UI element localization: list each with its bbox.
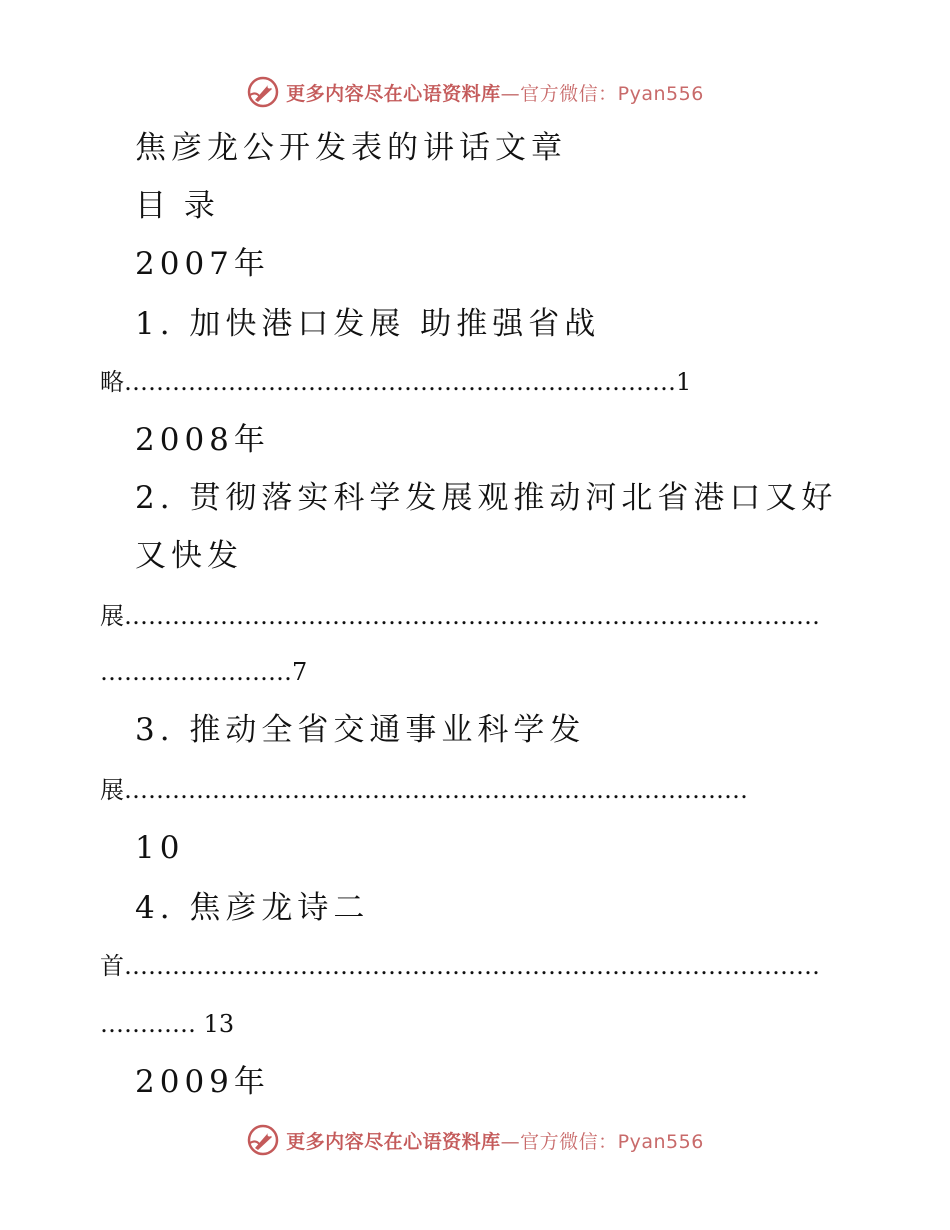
banner-text: 更多内容尽在心语资料库—官方微信：Pyan556 [286, 1130, 704, 1153]
toc-entry-leader: ………… 13 [100, 1010, 235, 1038]
pen-nib-logo-icon [246, 1123, 280, 1157]
banner-text: 更多内容尽在心语资料库—官方微信：Pyan556 [286, 82, 704, 105]
toc-entry-title-continued: 又快发 [135, 538, 243, 574]
toc-entry-title: 2. 贯彻落实科学发展观推动河北省港口又好 [135, 480, 838, 516]
toc-page-number: 10 [135, 830, 185, 866]
footer-banner [0, 1118, 950, 1162]
toc-entry-leader: 展…………………………………………………………………………… [100, 602, 820, 630]
toc-year-heading: 2009年 [135, 1064, 270, 1100]
header-banner [0, 70, 950, 114]
toc-heading: 目 录 [135, 188, 219, 224]
toc-entry-leader: 首…………………………………………………………………………… [100, 952, 820, 980]
toc-entry-leader: 展…………………………………………………………………… [100, 776, 748, 804]
toc-entry-title: 1. 加快港口发展 助推强省战 [135, 306, 601, 342]
toc-year-heading: 2008年 [135, 422, 270, 458]
toc-year-heading: 2007年 [135, 246, 270, 282]
toc-entry-leader: ……………………7 [100, 658, 308, 686]
toc-entry-title: 4. 焦彦龙诗二 [135, 890, 370, 926]
pen-nib-logo-icon [246, 75, 280, 109]
toc-entry-leader: 略……………………………………………………………1 [100, 368, 692, 396]
toc-entry-title: 3. 推动全省交通事业科学发 [135, 712, 586, 748]
document-title: 焦彦龙公开发表的讲话文章 [135, 130, 567, 166]
